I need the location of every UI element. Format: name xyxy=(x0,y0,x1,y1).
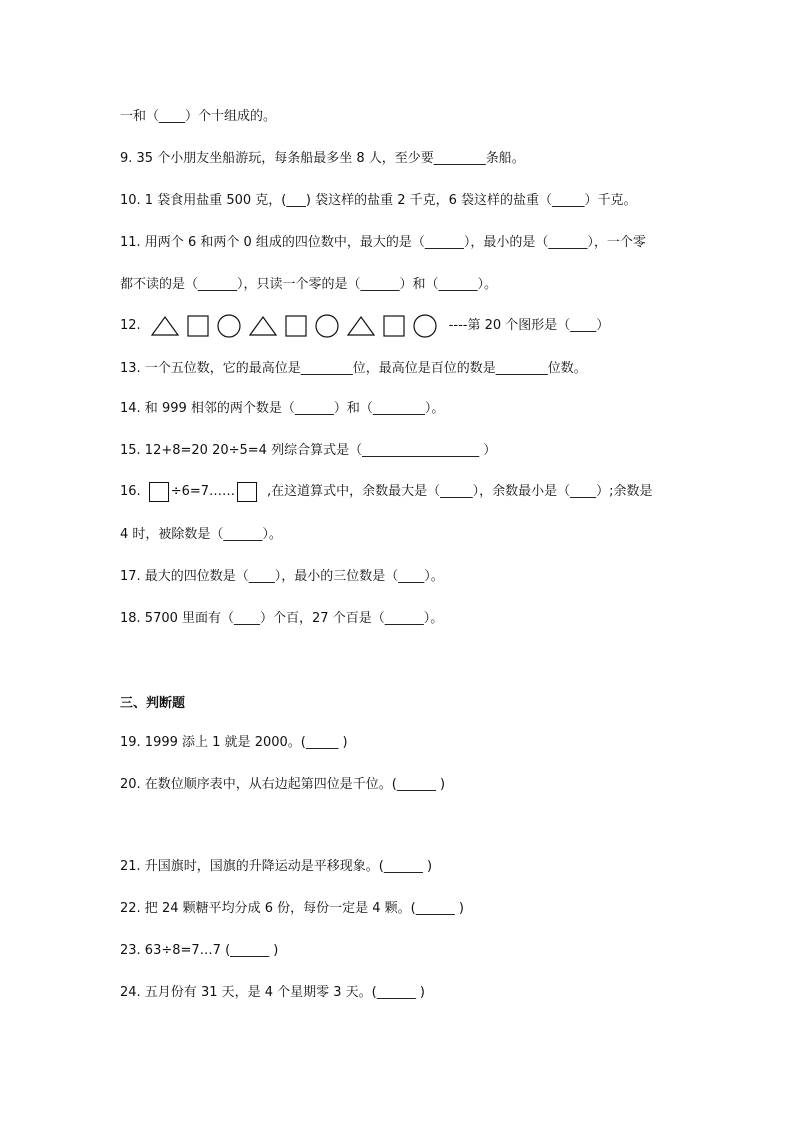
circle-icon xyxy=(315,314,339,338)
triangle-icon xyxy=(347,315,375,337)
remainder-box xyxy=(237,482,257,502)
question-24: 24. 五月份有 31 天，是 4 个星期零 3 天。(______ ) xyxy=(120,985,425,1000)
question-14: 14. 和 999 相邻的两个数是（______）和（________）。 xyxy=(120,401,445,416)
question-16-line2: 4 时，被除数是（______）。 xyxy=(120,527,282,542)
question-16-number: 16. xyxy=(120,484,141,499)
question-12-prompt: ----第 20 个图形是（____） xyxy=(448,318,610,333)
question-22: 22. 把 24 颗糖平均分成 6 份，每份一定是 4 颗。(______ ) xyxy=(120,901,464,916)
circle-icon xyxy=(217,314,241,338)
question-11-line2: 都不读的是（______），只读一个零的是（______）和（______）。 xyxy=(120,277,498,292)
question-20: 20. 在数位顺序表中，从右边起第四位是千位。(______ ) xyxy=(120,777,446,792)
square-icon xyxy=(187,315,209,337)
square-icon xyxy=(285,315,307,337)
question-18: 18. 5700 里面有（____）个百，27 个百是（______）。 xyxy=(120,611,444,626)
question-12 xyxy=(120,312,609,340)
question-13: 13. 一个五位数，它的最高位是________位，最高位是百位的数是________位数。 xyxy=(120,361,587,376)
question-9: 9. 35 个小朋友坐船游玩，每条船最多坐 8 人，至少要________条船。 xyxy=(120,151,525,166)
question-23: 23. 63÷8=7…7 (______ ) xyxy=(120,943,279,958)
question-12-number: 12. xyxy=(120,318,141,333)
question-16-line1 xyxy=(120,482,653,502)
circle-icon xyxy=(413,314,437,338)
triangle-icon xyxy=(249,315,277,337)
triangle-icon xyxy=(151,315,179,337)
section-heading: 三、判断题 xyxy=(120,696,186,711)
question-21: 21. 升国旗时，国旗的升降运动是平移现象。(______ ) xyxy=(120,859,433,874)
question-15: 15. 12+8=20 20÷5=4 列综合算式是（__________________ ） xyxy=(120,443,497,458)
question-16-prompt: ,在这道算式中，余数最大是（_____），余数最小是（____）;余数是 xyxy=(267,484,653,499)
question-8-continuation: 一和（____）个十组成的。 xyxy=(120,109,277,124)
question-19: 19. 1999 添上 1 就是 2000。(_____ ) xyxy=(120,735,348,750)
question-17: 17. 最大的四位数是（____），最小的三位数是（____）。 xyxy=(120,569,444,584)
question-10: 10. 1 袋食用盐重 500 克，(___) 袋这样的盐重 2 千克，6 袋这样的盐重（_____）千克。 xyxy=(120,193,637,208)
question-16-expression: ÷6=7…… xyxy=(170,484,236,499)
question-11-line1: 11. 用两个 6 和两个 0 组成的四位数中，最大的是（______），最小的是（______），一个零 xyxy=(120,235,646,250)
dividend-box xyxy=(149,482,169,502)
square-icon xyxy=(383,315,405,337)
